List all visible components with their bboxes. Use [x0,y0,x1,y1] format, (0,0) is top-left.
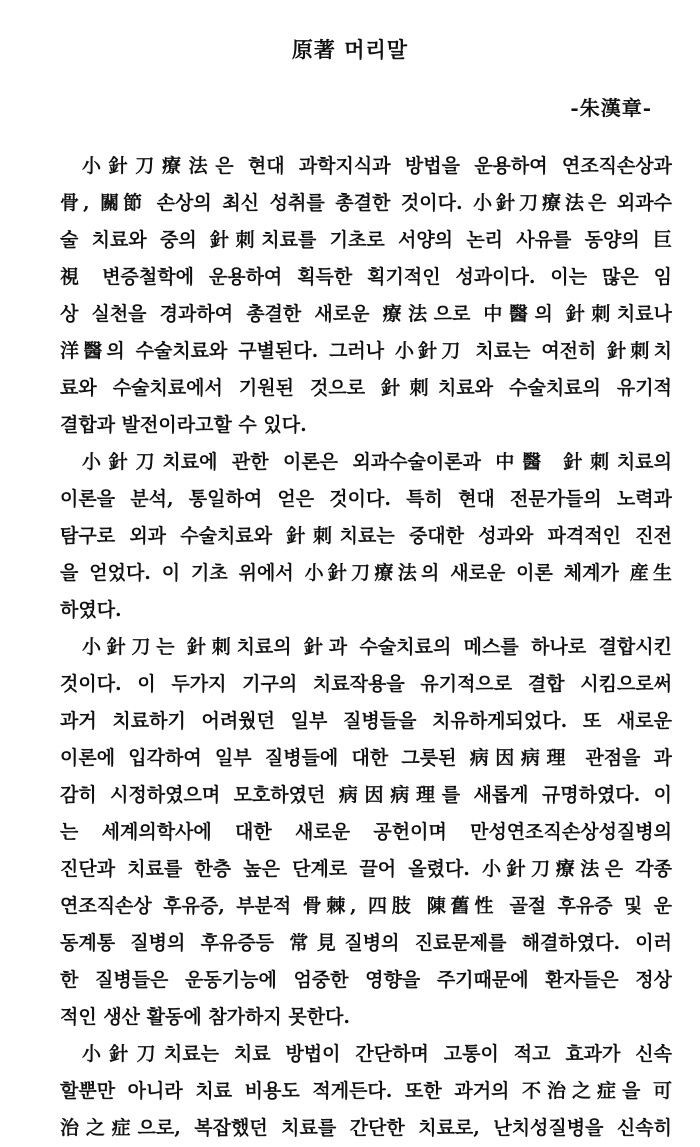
text-line: 감히 시정하였으며 모호하였던 病因病理를 새롭게 규명하였다. 이 [60,784,672,806]
text-line: 洋醫의 수술치료와 구별된다. 그러나 小針刀 치료는 여전히 針刺치 [60,340,672,362]
page-title: 原著 머리말 [291,37,409,62]
text-line: 것이다. 이 두가지 기구의 치료작용을 유기적으로 결합 시킴으로써 [60,673,672,695]
text-line: 동계통 질병의 후유증등 常見질병의 진료문제를 해결하였다. 이러 [60,932,672,954]
body-text [60,148,672,1147]
text-line: 과거 치료하기 어려웠던 일부 질병들을 치유하게되었다. 또 새로운 [60,710,672,732]
text-line: 는 세계의학사에 대한 새로운 공헌이며 만성연조직손상성질병의 [60,821,672,843]
author-name: -朱漢章- [570,96,652,120]
text-line: 연조직손상 후유증, 부분적 骨棘, 四肢 陳舊性 골절 후유증 및 운 [60,895,672,917]
text-line: 이론에 입각하여 일부 질병들에 대한 그릇된 病因病理 관점을 과 [60,747,672,769]
text-line: 적인 생산 활동에 참가하지 못한다. [60,1006,351,1028]
text-line: 술 치료와 중의 針刺치료를 기초로 서양의 논리 사유를 동양의 巨 [60,229,672,251]
text-line: 骨, 關節 손상의 최신 성취를 총결한 것이다. 小針刀療法은 외과수 [60,192,672,214]
text-line: 小針刀는 針刺치료의 針과 수술치료의 메스를 하나로 결합시킨 [82,636,672,658]
text-line: 진단과 치료를 한층 높은 단계로 끌어 올렸다. 小針刀療法은 각종 [60,858,672,880]
text-line: 小針刀療法은 현대 과학지식과 방법을 운용하여 연조직손상과 [82,155,672,177]
text-line: 하였다. [60,599,122,621]
text-line: 상 실천을 경과하여 총결한 새로운 療法으로 中醫의 針刺치료나 [60,303,672,325]
text-line: 료와 수술치료에서 기원된 것으로 針刺치료와 수술치료의 유기적 [60,377,672,399]
text-line: 小針刀치료에 관한 이론은 외과수술이론과 中醫 針刺치료의 [82,451,672,473]
text-line: 視 변증철학에 운용하여 획득한 획기적인 성과이다. 이는 많은 임 [60,266,672,288]
text-line: 결합과 발전이라고할 수 있다. [60,414,307,436]
text-line: 한 질병들은 운동기능에 엄중한 영향을 주기때문에 환자들은 정상 [60,969,672,991]
text-line: 탐구로 외과 수술치료와 針刺치료는 중대한 성과와 파격적인 진전 [60,525,672,547]
text-line: 할뿐만 아니라 치료 비용도 적게든다. 또한 과거의 不治之症을 可 [60,1080,672,1102]
text-line: 小針刀치료는 치료 방법이 간단하며 고통이 적고 효과가 신속 [82,1043,672,1065]
text-line: 이론을 분석, 통일하여 얻은 것이다. 특히 현대 전문가들의 노력과 [60,488,672,510]
text-line: 을 얻었다. 이 기초 위에서 小針刀療法의 새로운 이론 체계가 産生 [60,562,672,584]
text-line: 治之症으로, 복잡했던 치료를 간단한 치료로, 난치성질병을 신속히 [60,1117,672,1139]
